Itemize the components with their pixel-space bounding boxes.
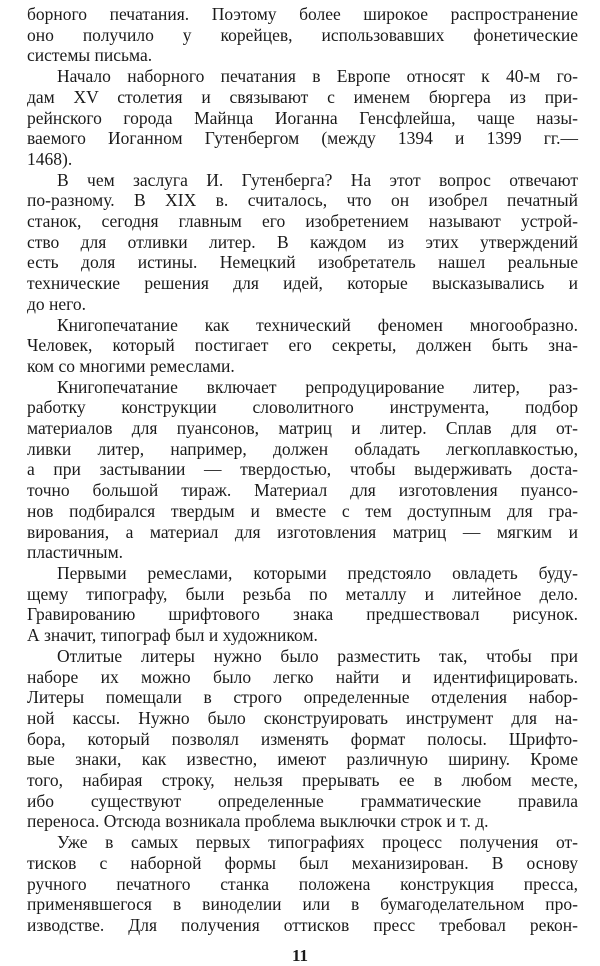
text-line: системы письма. [27, 45, 153, 66]
text-line: дам XV столетия и связывают с именем бюргера из при- [27, 86, 578, 107]
text-line: Книгопечатание включает репродуцирование литер, раз- [57, 376, 578, 397]
text-line: ливки литер, например, должен обладать легкоплавкостью, [27, 438, 578, 459]
text-line: до него. [27, 293, 87, 314]
text-line: бора, который позволял изменять формат полосы. Шрифто- [27, 728, 578, 749]
text-line: пластичным. [27, 542, 124, 563]
text-line: изводстве. Для получения оттисков пресс требовал рекон- [27, 914, 578, 935]
text-line: есть доля истины. Немецкий изобретатель нашел реальные [27, 252, 578, 273]
text-line: Литеры помещали в строго определенные отделения набор- [27, 687, 578, 708]
text-line: В чем заслуга И. Гутенберга? На этот вопрос отвечают [57, 169, 578, 190]
paragraph [27, 170, 578, 315]
paragraph [27, 832, 578, 936]
text-line: вые знаки, как известно, имеют различную ширину. Кроме [27, 749, 578, 770]
text-line: Начало наборного печатания в Европе относят к 40-м го- [57, 66, 578, 87]
text-line: ком со многими ремеслами. [27, 355, 235, 376]
text-line: рейнского города Майнца Иоганна Генсфлейша, чаще назы- [27, 107, 578, 128]
text-line: Книгопечатание как технический феномен многообразно. [57, 314, 578, 335]
text-line: применявшегося в виноделии или в бумагоделательном про- [27, 894, 578, 915]
paragraph [27, 563, 578, 646]
text-line: ство для отливки литер. В каждом из этих утверждений [27, 231, 578, 252]
text-line: Отлитые литеры нужно было разместить так, чтобы при [57, 645, 578, 666]
text-line: переноса. Отсюда возникала проблема выключки строк и т. д. [27, 811, 489, 832]
text-line: Человек, который постигает его секреты, должен быть зна- [27, 335, 578, 356]
text-line: щему типографу, были резьба по металлу и литейное дело. [27, 583, 578, 604]
text-line: Гравированию шрифтового знака предшествовал рисунок. [27, 604, 578, 625]
paragraph [27, 315, 578, 377]
paragraph [27, 66, 578, 170]
paragraph [27, 377, 578, 563]
text-line: по-разному. В XIX в. считалось, что он изобрел печатный [27, 190, 578, 211]
text-line: точно большой тираж. Материал для изготовления пуансо- [27, 480, 578, 501]
paragraph [27, 646, 578, 832]
text-line: ибо существуют определенные грамматические правила [27, 790, 578, 811]
text-line: а при застывании — твердостью, чтобы выдерживать доста- [27, 459, 578, 480]
page-number: 11 [291, 945, 309, 965]
text-line: А значит, типограф был и художником. [27, 625, 318, 646]
text-line: материалов для пуансонов, матриц и литер. Сплав для от- [27, 418, 578, 439]
text-line: Первыми ремеслами, которыми предстояло овладеть буду- [57, 562, 578, 583]
paragraph [27, 4, 578, 66]
text-line: борного печатания. Поэтому более широкое распространение [27, 4, 578, 24]
text-line: станок, сегодня главным его изобретением называют устрой- [27, 211, 578, 232]
text-line: Уже в самых первых типографиях процесс получения от- [57, 832, 578, 853]
text-line: ваемого Иоганном Гутенбергом (между 1394 и 1399 гг.— [27, 128, 578, 149]
text-line: вирования, а материал для изготовления матриц — мягким и [27, 521, 578, 542]
text-line: наборе их можно было легко найти и идентифицировать. [27, 666, 578, 687]
text-line: тисков с наборной формы был механизирован. В основу [27, 852, 578, 873]
text-line: того, набирая строку, нельзя прерывать ее в любом месте, [27, 770, 578, 791]
text-line: технические решения для идей, которые высказывались и [27, 273, 578, 294]
text-line: ручного печатного станка положена конструкция пресса, [27, 873, 578, 894]
text-line: 1468). [27, 148, 73, 169]
body-text [27, 0, 578, 936]
text-line: работку конструкции словолитного инструмента, подбор [27, 397, 578, 418]
text-line: нов подбирался твердым и вместе с тем доступным для гра- [27, 500, 578, 521]
text-line: оно получило у корейцев, использовавших фонетические [27, 24, 578, 45]
text-line: ной кассы. Нужно было сконструировать инструмент для на- [27, 707, 578, 728]
